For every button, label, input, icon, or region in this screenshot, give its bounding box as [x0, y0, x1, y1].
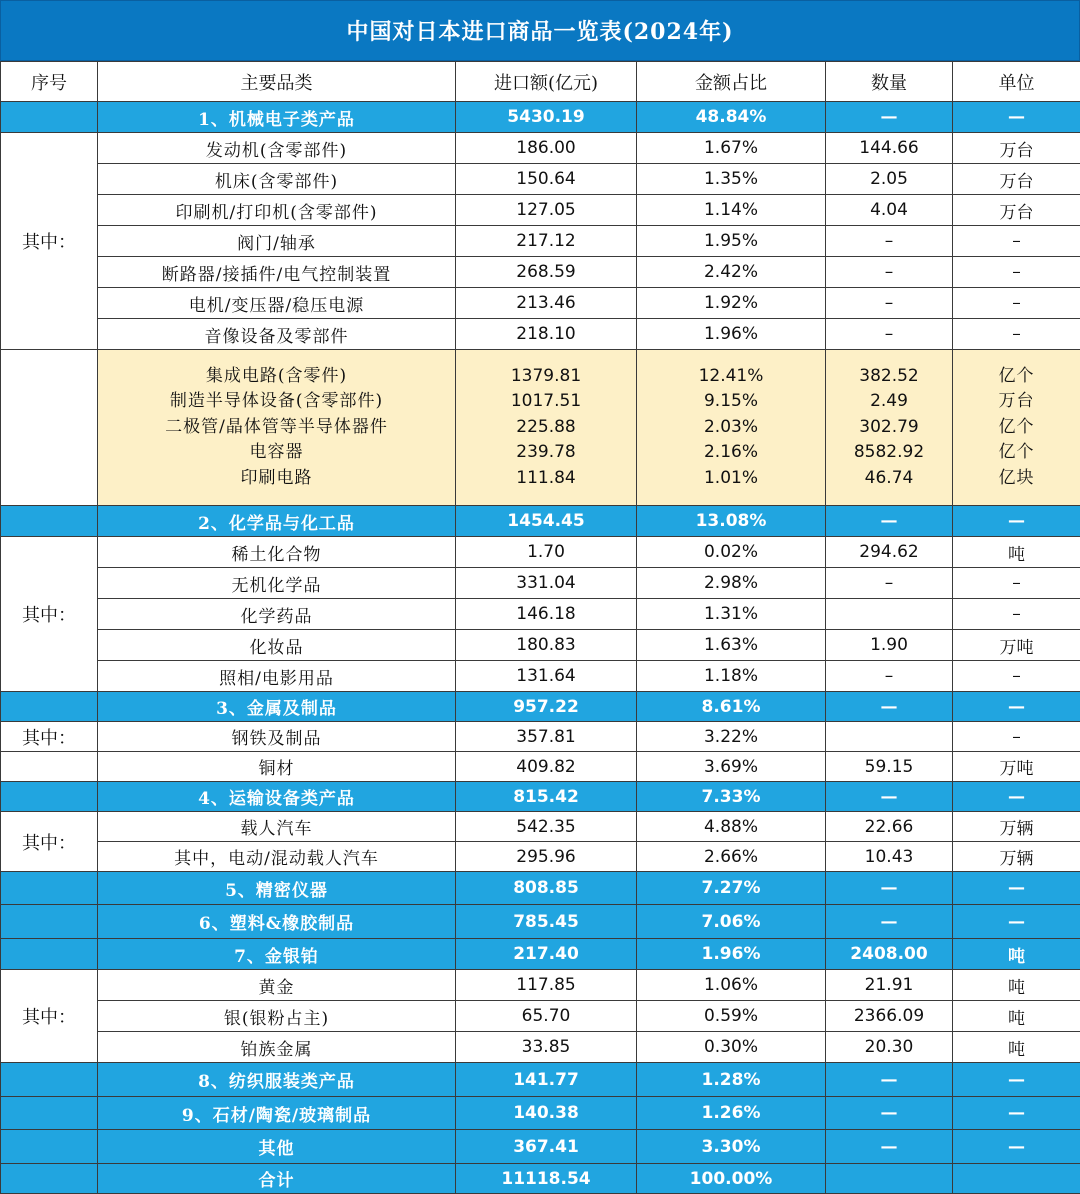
item-amount: 146.18: [456, 599, 637, 630]
category-amount: 1454.45: [456, 506, 637, 537]
item-unit: –: [953, 226, 1080, 257]
category-unit: —: [953, 782, 1080, 812]
item-share: 2.42%: [637, 257, 826, 288]
item-amount: 357.81: [456, 722, 637, 752]
category-seq: [1, 1063, 98, 1097]
item-qty: 22.66: [826, 812, 953, 842]
item-share: 3.69%: [637, 752, 826, 782]
table-row: [1, 752, 1080, 782]
item-qty: 302.79: [826, 415, 952, 441]
item-unit: 亿块: [953, 466, 1080, 492]
category-unit: —: [953, 1097, 1080, 1130]
item-amount: 225.88: [456, 415, 636, 441]
item-name: 化妆品: [98, 630, 456, 661]
item-name: 机床(含零部件): [98, 164, 456, 195]
category-amount: 808.85: [456, 872, 637, 905]
item-amount: 65.70: [456, 1001, 637, 1032]
item-amount: 239.78: [456, 440, 636, 466]
category-row: [1, 939, 1080, 970]
item-amount: 213.46: [456, 288, 637, 319]
category-amount: 5430.19: [456, 102, 637, 133]
category-seq: [1, 939, 98, 970]
item-unit: 吨: [953, 1001, 1080, 1032]
item-qty: 4.04: [826, 195, 953, 226]
category-name: 4、运输设备类产品: [98, 782, 456, 812]
semiconductor-units: [953, 350, 1080, 506]
table-row: [1, 195, 1080, 226]
item-unit: –: [953, 722, 1080, 752]
item-unit: –: [953, 257, 1080, 288]
total-seq: [1, 1164, 98, 1194]
category-name: 2、化学品与化工品: [98, 506, 456, 537]
category-row: [1, 692, 1080, 722]
among-label: 其中：: [1, 537, 98, 692]
among-label: 其中：: [1, 133, 98, 350]
category-share: 8.61%: [637, 692, 826, 722]
category-name: 6、塑料&橡胶制品: [98, 905, 456, 939]
category-name: 7、金银铂: [98, 939, 456, 970]
item-unit: –: [953, 288, 1080, 319]
category-seq: [1, 102, 98, 133]
header-amount: 进口额(亿元): [456, 62, 637, 102]
table-row: [1, 812, 1080, 842]
category-qty: —: [826, 782, 953, 812]
item-amount: 331.04: [456, 568, 637, 599]
item-qty: –: [826, 257, 953, 288]
item-qty: 2.05: [826, 164, 953, 195]
table-row: [1, 630, 1080, 661]
item-amount: 33.85: [456, 1032, 637, 1063]
semiconductor-shares: [637, 350, 826, 506]
item-qty: –: [826, 288, 953, 319]
item-share: 2.98%: [637, 568, 826, 599]
item-name: 黄金: [98, 970, 456, 1001]
header-row: [1, 62, 1080, 102]
category-qty: —: [826, 1130, 953, 1164]
category-row: [1, 102, 1080, 133]
item-share: 1.31%: [637, 599, 826, 630]
item-unit: –: [953, 568, 1080, 599]
item-name: 发动机(含零部件): [98, 133, 456, 164]
header-seq: 序号: [1, 62, 98, 102]
item-share: 1.95%: [637, 226, 826, 257]
item-unit: 万吨: [953, 630, 1080, 661]
item-qty: [826, 599, 953, 630]
table-row: [1, 568, 1080, 599]
header-qty: 数量: [826, 62, 953, 102]
item-share: 0.30%: [637, 1032, 826, 1063]
item-share: 2.66%: [637, 842, 826, 872]
category-share: 13.08%: [637, 506, 826, 537]
semiconductor-qtys: [826, 350, 953, 506]
category-seq: [1, 872, 98, 905]
category-share: 1.28%: [637, 1063, 826, 1097]
category-name: 3、金属及制品: [98, 692, 456, 722]
item-qty: –: [826, 226, 953, 257]
item-name: 化学药品: [98, 599, 456, 630]
category-row: [1, 905, 1080, 939]
category-amount: 141.77: [456, 1063, 637, 1097]
item-name: 二极管/晶体管等半导体器件: [98, 415, 455, 441]
category-name: 其他: [98, 1130, 456, 1164]
category-unit: —: [953, 102, 1080, 133]
category-share: 7.27%: [637, 872, 826, 905]
item-share: 3.22%: [637, 722, 826, 752]
semiconductor-amounts: [456, 350, 637, 506]
category-row: [1, 782, 1080, 812]
item-unit: 万台: [953, 133, 1080, 164]
item-amount: 127.05: [456, 195, 637, 226]
category-unit: —: [953, 872, 1080, 905]
category-qty: —: [826, 1063, 953, 1097]
item-qty: 59.15: [826, 752, 953, 782]
item-amount: 186.00: [456, 133, 637, 164]
table-row: [1, 842, 1080, 872]
item-qty: –: [826, 568, 953, 599]
item-qty: 382.52: [826, 364, 952, 390]
category-seq: [1, 1097, 98, 1130]
category-share: 1.26%: [637, 1097, 826, 1130]
item-qty: 294.62: [826, 537, 953, 568]
category-qty: —: [826, 102, 953, 133]
item-amount: 218.10: [456, 319, 637, 350]
total-qty: [826, 1164, 953, 1194]
table-row: [1, 661, 1080, 692]
table-row: [1, 970, 1080, 1001]
table-row: [1, 226, 1080, 257]
table-title: 中国对日本进口商品一览表(2024年): [0, 0, 1080, 61]
item-amount: 295.96: [456, 842, 637, 872]
item-amount: 150.64: [456, 164, 637, 195]
category-row: [1, 1130, 1080, 1164]
header-share: 金额占比: [637, 62, 826, 102]
category-qty: —: [826, 905, 953, 939]
item-amount: 1017.51: [456, 389, 636, 415]
item-amount: 217.12: [456, 226, 637, 257]
category-unit: 吨: [953, 939, 1080, 970]
category-unit: —: [953, 692, 1080, 722]
item-unit: 亿个: [953, 440, 1080, 466]
item-name: 印刷电路: [98, 466, 455, 492]
table-row: [1, 1032, 1080, 1063]
category-unit: —: [953, 506, 1080, 537]
item-amount: 180.83: [456, 630, 637, 661]
total-label: 合计: [98, 1164, 456, 1194]
item-amount: 131.64: [456, 661, 637, 692]
import-table: [0, 61, 1080, 1194]
item-unit: –: [953, 661, 1080, 692]
item-qty: 2.49: [826, 389, 952, 415]
table-row: [1, 133, 1080, 164]
category-qty: —: [826, 506, 953, 537]
category-seq: [1, 506, 98, 537]
item-amount: 409.82: [456, 752, 637, 782]
semiconductor-block: [1, 350, 1080, 506]
item-share: 12.41%: [637, 364, 825, 390]
item-name: 其中，电动/混动载人汽车: [98, 842, 456, 872]
category-qty: —: [826, 872, 953, 905]
item-share: 2.03%: [637, 415, 825, 441]
category-row: [1, 1063, 1080, 1097]
item-unit: –: [953, 599, 1080, 630]
table-row: [1, 599, 1080, 630]
item-unit: 万台: [953, 164, 1080, 195]
item-share: 1.92%: [637, 288, 826, 319]
item-share: 1.06%: [637, 970, 826, 1001]
category-name: 5、精密仪器: [98, 872, 456, 905]
total-row: [1, 1164, 1080, 1194]
item-qty: 20.30: [826, 1032, 953, 1063]
category-seq: [1, 782, 98, 812]
item-qty: 144.66: [826, 133, 953, 164]
item-qty: [826, 722, 953, 752]
total-amount: 11118.54: [456, 1164, 637, 1194]
table-row: [1, 319, 1080, 350]
table-row: [1, 722, 1080, 752]
item-unit: 万台: [953, 389, 1080, 415]
category-share: 7.06%: [637, 905, 826, 939]
item-name: 载人汽车: [98, 812, 456, 842]
category-row: [1, 506, 1080, 537]
among-label: 其中：: [1, 722, 98, 752]
item-qty: –: [826, 661, 953, 692]
category-unit: —: [953, 1063, 1080, 1097]
item-unit: –: [953, 319, 1080, 350]
semiconductor-names: [98, 350, 456, 506]
item-name: 断路器/接插件/电气控制装置: [98, 257, 456, 288]
item-qty: 1.90: [826, 630, 953, 661]
category-amount: 217.40: [456, 939, 637, 970]
category-qty: —: [826, 1097, 953, 1130]
item-name: 音像设备及零部件: [98, 319, 456, 350]
item-amount: 268.59: [456, 257, 637, 288]
category-seq: [1, 1130, 98, 1164]
category-seq: [1, 692, 98, 722]
header-unit: 单位: [953, 62, 1080, 102]
item-name: 电容器: [98, 440, 455, 466]
category-share: 48.84%: [637, 102, 826, 133]
item-share: 1.18%: [637, 661, 826, 692]
category-amount: 815.42: [456, 782, 637, 812]
category-amount: 957.22: [456, 692, 637, 722]
item-name: 电机/变压器/稳压电源: [98, 288, 456, 319]
item-share: 1.67%: [637, 133, 826, 164]
item-unit: 吨: [953, 970, 1080, 1001]
category-share: 1.96%: [637, 939, 826, 970]
category-qty: —: [826, 692, 953, 722]
item-name: 印刷机/打印机(含零部件): [98, 195, 456, 226]
item-name: 集成电路(含零件): [98, 364, 455, 390]
item-name: 阀门/轴承: [98, 226, 456, 257]
item-name: 银(银粉占主): [98, 1001, 456, 1032]
total-share: 100.00%: [637, 1164, 826, 1194]
item-name: 制造半导体设备(含零部件): [98, 389, 455, 415]
item-share: 1.14%: [637, 195, 826, 226]
category-name: 8、纺织服装类产品: [98, 1063, 456, 1097]
empty-seq: [1, 752, 98, 782]
item-name: 钢铁及制品: [98, 722, 456, 752]
semiconductor-seq: [1, 350, 98, 506]
item-share: 1.63%: [637, 630, 826, 661]
item-share: 1.01%: [637, 466, 825, 492]
item-qty: 10.43: [826, 842, 953, 872]
category-row: [1, 872, 1080, 905]
header-category: 主要品类: [98, 62, 456, 102]
item-unit: 亿个: [953, 415, 1080, 441]
table-row: [1, 257, 1080, 288]
item-amount: 1379.81: [456, 364, 636, 390]
item-share: 0.59%: [637, 1001, 826, 1032]
item-qty: 46.74: [826, 466, 952, 492]
item-unit: 万吨: [953, 752, 1080, 782]
category-qty: 2408.00: [826, 939, 953, 970]
category-amount: 140.38: [456, 1097, 637, 1130]
among-label: 其中：: [1, 812, 98, 872]
item-share: 2.16%: [637, 440, 825, 466]
item-qty: –: [826, 319, 953, 350]
category-amount: 785.45: [456, 905, 637, 939]
item-name: 无机化学品: [98, 568, 456, 599]
item-qty: 8582.92: [826, 440, 952, 466]
item-share: 0.02%: [637, 537, 826, 568]
item-qty: 21.91: [826, 970, 953, 1001]
item-unit: 万辆: [953, 812, 1080, 842]
item-qty: 2366.09: [826, 1001, 953, 1032]
table-row: [1, 164, 1080, 195]
category-unit: —: [953, 905, 1080, 939]
item-unit: 万辆: [953, 842, 1080, 872]
among-label: 其中：: [1, 970, 98, 1063]
category-share: 7.33%: [637, 782, 826, 812]
item-share: 1.35%: [637, 164, 826, 195]
category-name: 9、石材/陶瓷/玻璃制品: [98, 1097, 456, 1130]
total-unit: [953, 1164, 1080, 1194]
item-amount: 1.70: [456, 537, 637, 568]
item-amount: 111.84: [456, 466, 636, 492]
item-share: 1.96%: [637, 319, 826, 350]
item-name: 铜材: [98, 752, 456, 782]
table-row: [1, 288, 1080, 319]
item-unit: 万台: [953, 195, 1080, 226]
item-unit: 吨: [953, 537, 1080, 568]
item-unit: 吨: [953, 1032, 1080, 1063]
table-row: [1, 1001, 1080, 1032]
category-share: 3.30%: [637, 1130, 826, 1164]
item-name: 照相/电影用品: [98, 661, 456, 692]
table-row: [1, 537, 1080, 568]
item-share: 4.88%: [637, 812, 826, 842]
item-share: 9.15%: [637, 389, 825, 415]
category-amount: 367.41: [456, 1130, 637, 1164]
item-amount: 117.85: [456, 970, 637, 1001]
item-unit: 亿个: [953, 364, 1080, 390]
item-amount: 542.35: [456, 812, 637, 842]
item-name: 铂族金属: [98, 1032, 456, 1063]
category-row: [1, 1097, 1080, 1130]
category-seq: [1, 905, 98, 939]
category-name: 1、机械电子类产品: [98, 102, 456, 133]
category-unit: —: [953, 1130, 1080, 1164]
item-name: 稀土化合物: [98, 537, 456, 568]
